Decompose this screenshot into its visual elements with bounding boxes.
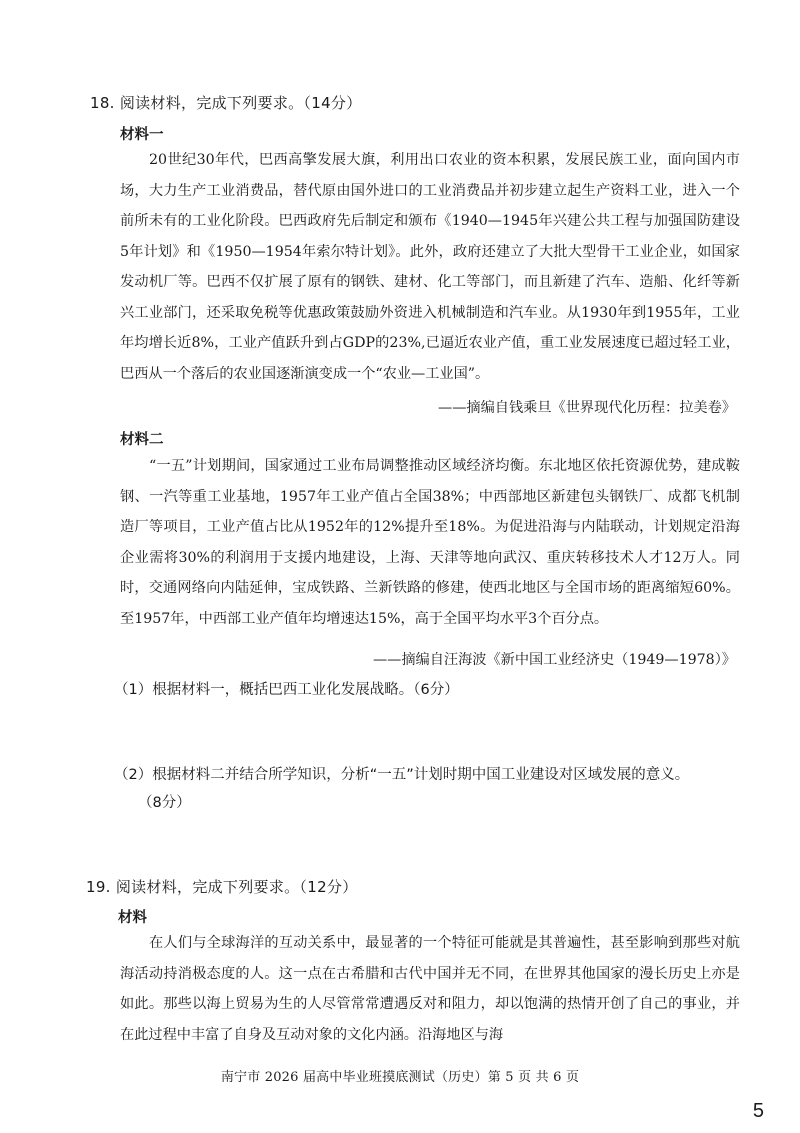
material-1-label: 材料一 <box>120 127 164 143</box>
question-19-heading: 19. 阅读材料，完成下列要求。（12分） <box>86 878 358 896</box>
question-18-heading: 18. 阅读材料，完成下列要求。（14分） <box>90 94 362 112</box>
page-number: 5 <box>752 1100 764 1122</box>
material-2-source: ——摘编自汪海波《新中国工业经济史（1949—1978）》 <box>372 652 736 668</box>
material-1-text: 20世纪30年代，巴西高擎发展大旗，利用出口农业的资本积累，发展民族工业，面向国内市场，大力生产工业消费品，替代原由国外进口的工业消费品并初步建立起生产资料工业，进入一个前所未有的工业化阶段。巴西政府先后制定和颁布《1940—1945年兴建公共工程与加强国防建设5年计划》和《1950—1954年索尔特计划》。此外，政府还建立了大批大型骨干工业企业，如国家发动机厂等。巴西不仅扩展了原有的钢铁、建材、化工等部门，而且新建了汽车、造船、化纤等新兴工业部门，还采取免税等优惠政策鼓励外资进入机械制造和汽车业。从1930年到1955年，工业年均增长近8%，工业产值跃升到占GDP的23%,已逼近农业产值，重工业发展速度已超过轻工业，巴西从一个落后的农业国逐渐演变成一个“农业—工业国”。 <box>120 152 740 382</box>
question-18-sub-1: （1）根据材料一，概括巴西工业化发展战略。（6分） <box>114 682 459 698</box>
material-label: 材料 <box>118 910 147 926</box>
material-text: 在人们与全球海洋的互动关系中，最显著的一个特征可能就是其普遍性，甚至影响到那些对航海活动持消极态度的人。这一点在古希腊和古代中国并无不同，在世界其他国家的漫长历史上亦是如此。那些以海上贸易为生的人尽管常常遭遇反对和阻力，却以饱满的热情开创了自己的事业，并在此过程中丰富了自身及互动对象的文化内涵。沿海地区与海 <box>120 935 740 1043</box>
question-18-sub-2-line-1: （2）根据材料二并结合所学知识，分析“一五”计划时期中国工业建设对区域发展的意义。 <box>114 767 690 783</box>
material-2-text: “一五”计划期间，国家通过工业布局调整推动区域经济均衡。东北地区依托资源优势，建成鞍钢、一汽等重工业基地，1957年工业产值占全国38%；中西部地区新建包头钢铁厂、成都飞机制造厂等项目，工业产值占比从1952年的12%提升至18%。为促进沿海与内陆联动，计划规定沿海企业需将30%的利润用于支援内地建设，上海、天津等地向武汉、重庆转移技术人才12万人。同时，交通网络向内陆延伸，宝成铁路、兰新铁路的修建，使西北地区与全国市场的距离缩短60%。至1957年，中西部工业产值年均增速达15%，高于全国平均水平3个百分点。 <box>120 458 740 627</box>
material-1-source: ——摘编自钱乘旦《世界现代化历程：拉美卷》 <box>438 400 736 416</box>
material-2-label: 材料二 <box>120 432 164 448</box>
question-18-sub-2-line-2: （8分） <box>138 795 191 811</box>
page-footer: 南宁市 2026 届高中毕业班摸底测试（历史）第 5 页 共 6 页 <box>220 1070 580 1085</box>
